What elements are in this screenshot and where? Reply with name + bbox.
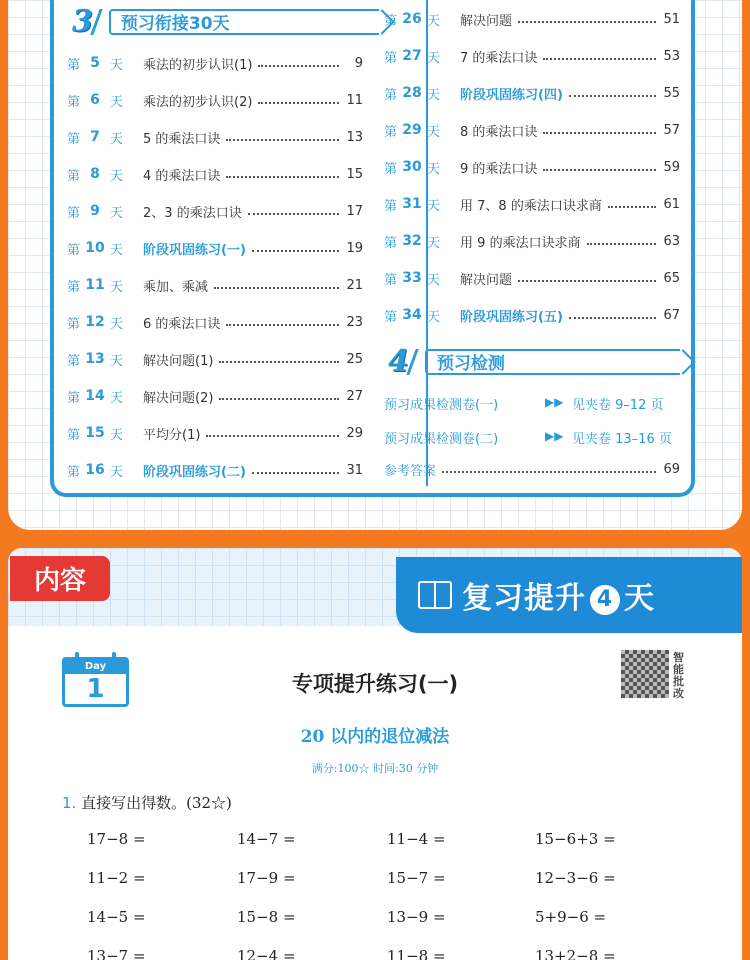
page-number: 31 bbox=[346, 462, 363, 478]
page-number: 65 bbox=[663, 270, 680, 286]
day-prefix: 第 bbox=[67, 168, 81, 184]
toc-row[interactable] bbox=[67, 311, 363, 333]
day-number: 7 bbox=[90, 129, 100, 145]
test-2-ref: 见夹卷 13–16 页 bbox=[572, 432, 672, 447]
leader-dots bbox=[608, 200, 656, 208]
page-number: 21 bbox=[346, 277, 363, 293]
lesson-title: 8 的乘法口诀 bbox=[460, 124, 538, 140]
page-number: 63 bbox=[663, 233, 680, 249]
day-suffix: 天 bbox=[110, 57, 124, 73]
lesson-title: 解决问题(1) bbox=[143, 353, 214, 369]
page-number: 19 bbox=[346, 240, 363, 256]
equation: 11−2 = bbox=[87, 869, 146, 887]
day-suffix: 天 bbox=[110, 353, 124, 369]
qr-label: 智能批改 bbox=[673, 651, 684, 700]
day-prefix: 第 bbox=[67, 57, 81, 73]
answers-row[interactable] bbox=[384, 458, 680, 480]
day-number: 34 bbox=[402, 307, 422, 323]
leader-dots bbox=[214, 281, 339, 289]
leader-dots bbox=[543, 52, 656, 60]
page-number: 57 bbox=[663, 122, 680, 138]
double-arrow-icon: ▶▶ bbox=[545, 429, 564, 443]
page-number: 29 bbox=[346, 425, 363, 441]
day-number: 30 bbox=[402, 159, 422, 175]
day-number: 16 bbox=[85, 462, 105, 478]
page-number: 53 bbox=[663, 48, 680, 64]
equation: 17−9 = bbox=[237, 869, 296, 887]
day-prefix: 第 bbox=[384, 272, 398, 288]
leader-dots bbox=[219, 392, 339, 400]
day-prefix: 第 bbox=[67, 316, 81, 332]
day-prefix: 第 bbox=[384, 235, 398, 251]
section-4-title: 预习检测 bbox=[425, 349, 680, 375]
day-suffix: 天 bbox=[110, 205, 124, 221]
page-number: 17 bbox=[346, 203, 363, 219]
lesson-title: 阶段巩固练习(一) bbox=[143, 242, 246, 258]
day-number: 27 bbox=[402, 48, 422, 64]
lesson-title: 阶段巩固练习(二) bbox=[143, 464, 246, 480]
lesson-title: 乘法的初步认识(1) bbox=[143, 57, 253, 73]
day-suffix: 天 bbox=[110, 242, 124, 258]
day-prefix: 第 bbox=[67, 205, 81, 221]
leader-dots bbox=[543, 163, 656, 171]
page-number: 23 bbox=[346, 314, 363, 330]
toc-row[interactable] bbox=[384, 304, 680, 326]
day-suffix: 天 bbox=[110, 94, 124, 110]
day-number: 8 bbox=[90, 166, 100, 182]
calendar-ring bbox=[75, 652, 79, 662]
lesson-title: 阶段巩固练习(五) bbox=[460, 309, 563, 325]
page-number: 9 bbox=[354, 55, 363, 71]
banner-title-suffix: 天 bbox=[624, 581, 655, 616]
leader-dots bbox=[258, 59, 339, 67]
day-suffix: 天 bbox=[110, 168, 124, 184]
day-prefix: 第 bbox=[384, 198, 398, 214]
day-prefix: 第 bbox=[67, 464, 81, 480]
toc-row[interactable] bbox=[384, 45, 680, 67]
lesson-title: 4 的乘法口诀 bbox=[143, 168, 221, 184]
day-number: 6 bbox=[90, 92, 100, 108]
section-3-header bbox=[72, 4, 379, 39]
content-tag: 内容 bbox=[10, 556, 110, 601]
equation: 14−7 = bbox=[237, 830, 296, 848]
lesson-title: 阶段巩固练习(四) bbox=[460, 87, 563, 103]
day-prefix: 第 bbox=[67, 131, 81, 147]
day-suffix: 天 bbox=[110, 464, 124, 480]
section-3-number: 3 bbox=[72, 4, 93, 39]
leader-dots bbox=[258, 96, 339, 104]
lesson-title: 9 的乘法口诀 bbox=[460, 161, 538, 177]
day-suffix: 天 bbox=[427, 87, 441, 103]
exercise-title: 专项提升练习(一) bbox=[291, 672, 459, 696]
toc-row[interactable] bbox=[67, 237, 363, 259]
question-text: 直接写出得数。(32☆) bbox=[81, 794, 232, 812]
equation: 12−3−6 = bbox=[535, 869, 616, 887]
day-prefix: 第 bbox=[67, 242, 81, 258]
day-suffix: 天 bbox=[427, 50, 441, 66]
toc-row[interactable] bbox=[67, 422, 363, 444]
leader-dots bbox=[587, 237, 656, 245]
leader-dots bbox=[442, 465, 656, 473]
leader-dots bbox=[226, 133, 339, 141]
lesson-title: 用 7、8 的乘法口诀求商 bbox=[460, 198, 602, 214]
qr-code-icon[interactable] bbox=[621, 650, 669, 698]
lesson-title: 平均分(1) bbox=[143, 427, 201, 443]
day-number: 32 bbox=[402, 233, 422, 249]
test-1-ref: 见夹卷 9–12 页 bbox=[572, 398, 664, 413]
leader-dots bbox=[206, 429, 339, 437]
page-number: 59 bbox=[663, 159, 680, 175]
day-prefix: 第 bbox=[67, 390, 81, 406]
day-prefix: 第 bbox=[384, 124, 398, 140]
calendar-ring bbox=[112, 652, 116, 662]
lesson-title: 乘加、乘减 bbox=[143, 279, 209, 295]
equation: 14−5 = bbox=[87, 908, 146, 926]
section-4-header bbox=[388, 344, 680, 379]
question-1 bbox=[62, 792, 232, 813]
toc-row[interactable] bbox=[67, 163, 363, 185]
toc-row[interactable] bbox=[67, 89, 363, 111]
equation: 13−9 = bbox=[387, 908, 446, 926]
day-number: 26 bbox=[402, 11, 422, 27]
day-number: 9 bbox=[90, 203, 100, 219]
day-prefix: 第 bbox=[384, 309, 398, 325]
day-prefix: 第 bbox=[384, 161, 398, 177]
leader-dots bbox=[219, 355, 339, 363]
day-number: 15 bbox=[85, 425, 105, 441]
page-number: 11 bbox=[346, 92, 363, 108]
day-number: 33 bbox=[402, 270, 422, 286]
day-number: 29 bbox=[402, 122, 422, 138]
equation: 15−6+3 = bbox=[535, 830, 616, 848]
toc-row[interactable] bbox=[67, 126, 363, 148]
toc-row[interactable] bbox=[67, 348, 363, 370]
toc-row[interactable] bbox=[384, 267, 680, 289]
day-number: 31 bbox=[402, 196, 422, 212]
lesson-title: 解决问题 bbox=[460, 272, 513, 288]
toc-row[interactable] bbox=[67, 274, 363, 296]
equation: 15−7 = bbox=[387, 869, 446, 887]
toc-row[interactable] bbox=[384, 119, 680, 141]
leader-dots bbox=[226, 318, 339, 326]
score-time-info: 满分:100☆ 时间:30 分钟 bbox=[311, 762, 439, 775]
leader-dots bbox=[252, 466, 339, 474]
day-suffix: 天 bbox=[427, 309, 441, 325]
leader-dots bbox=[569, 89, 656, 97]
lesson-title: 解决问题(2) bbox=[143, 390, 214, 406]
toc-row[interactable] bbox=[67, 200, 363, 222]
leader-dots bbox=[518, 274, 656, 282]
page-number: 15 bbox=[346, 166, 363, 182]
banner-title-text: 复习提升 bbox=[462, 581, 586, 616]
page-number: 67 bbox=[663, 307, 680, 323]
day-suffix: 天 bbox=[110, 131, 124, 147]
day-number: 5 bbox=[90, 55, 100, 71]
toc-row[interactable] bbox=[384, 230, 680, 252]
day-prefix: 第 bbox=[384, 50, 398, 66]
day-suffix: 天 bbox=[110, 316, 124, 332]
day-prefix: 第 bbox=[67, 94, 81, 110]
day-suffix: 天 bbox=[110, 279, 124, 295]
day-suffix: 天 bbox=[427, 235, 441, 251]
lesson-title: 6 的乘法口诀 bbox=[143, 316, 221, 332]
leader-dots bbox=[543, 126, 656, 134]
lesson-title: 2、3 的乘法口诀 bbox=[143, 205, 242, 221]
equation: 11−8 = bbox=[387, 947, 446, 960]
day-prefix: 第 bbox=[67, 353, 81, 369]
equation: 11−4 = bbox=[387, 830, 446, 848]
toc-row[interactable] bbox=[384, 156, 680, 178]
day-number: 28 bbox=[402, 85, 422, 101]
day-prefix: 第 bbox=[384, 87, 398, 103]
banner-day-count: 4 bbox=[590, 585, 620, 615]
answers-title: 参考答案 bbox=[384, 463, 437, 479]
toc-row[interactable] bbox=[384, 193, 680, 215]
leader-dots bbox=[569, 311, 656, 319]
test-1-title[interactable]: 预习成果检测卷(一) bbox=[384, 398, 499, 413]
leader-dots bbox=[226, 170, 339, 178]
review-banner bbox=[396, 557, 742, 633]
equation: 12−4 = bbox=[237, 947, 296, 960]
lesson-title: 5 的乘法口诀 bbox=[143, 131, 221, 147]
day-prefix: 第 bbox=[67, 427, 81, 443]
equation: 17−8 = bbox=[87, 830, 146, 848]
day-number: 12 bbox=[85, 314, 105, 330]
answers-page: 69 bbox=[663, 461, 680, 477]
double-arrow-icon: ▶▶ bbox=[545, 395, 564, 409]
page-number: 13 bbox=[346, 129, 363, 145]
calendar-day-number: 1 bbox=[86, 674, 105, 704]
toc-row[interactable] bbox=[67, 385, 363, 407]
page-number: 61 bbox=[663, 196, 680, 212]
leader-dots bbox=[518, 15, 656, 23]
exercise-subtitle: 20 以内的退位减法 bbox=[300, 727, 450, 747]
day-suffix: 天 bbox=[427, 161, 441, 177]
section-4-number: 4 bbox=[388, 344, 409, 379]
page-number: 51 bbox=[663, 11, 680, 27]
lesson-title: 解决问题 bbox=[460, 13, 513, 29]
toc-row[interactable] bbox=[67, 459, 363, 481]
day-suffix: 天 bbox=[427, 124, 441, 140]
equation: 15−8 = bbox=[237, 908, 296, 926]
toc-row[interactable] bbox=[67, 52, 363, 74]
equation: 13−7 = bbox=[87, 947, 146, 960]
toc-row[interactable] bbox=[384, 82, 680, 104]
day-suffix: 天 bbox=[110, 390, 124, 406]
calendar-label: Day bbox=[65, 660, 126, 674]
day-number: 10 bbox=[85, 240, 105, 256]
day-suffix: 天 bbox=[427, 198, 441, 214]
day-suffix: 天 bbox=[427, 272, 441, 288]
lesson-title: 乘法的初步认识(2) bbox=[143, 94, 253, 110]
lesson-title: 7 的乘法口诀 bbox=[460, 50, 538, 66]
question-number: 1. bbox=[62, 794, 77, 812]
leader-dots bbox=[248, 207, 339, 215]
day-number: 11 bbox=[85, 277, 105, 293]
day-suffix: 天 bbox=[110, 427, 124, 443]
equation: 13+2−8 = bbox=[535, 947, 616, 960]
day-number: 13 bbox=[85, 351, 105, 367]
test-2-title[interactable]: 预习成果检测卷(二) bbox=[384, 432, 499, 447]
page-number: 55 bbox=[663, 85, 680, 101]
leader-dots bbox=[252, 244, 339, 252]
open-book-icon bbox=[418, 581, 452, 609]
section-3-title: 预习衔接30天 bbox=[109, 9, 379, 35]
day-prefix: 第 bbox=[67, 279, 81, 295]
page-number: 27 bbox=[346, 388, 363, 404]
day-prefix: 第 bbox=[384, 13, 398, 29]
lesson-title: 用 9 的乘法口诀求商 bbox=[460, 235, 581, 251]
day-suffix: 天 bbox=[427, 13, 441, 29]
toc-row[interactable] bbox=[384, 8, 680, 30]
equation: 5+9−6 = bbox=[535, 908, 607, 926]
banner-title bbox=[462, 573, 655, 617]
day-number: 14 bbox=[85, 388, 105, 404]
page-number: 25 bbox=[346, 351, 363, 367]
